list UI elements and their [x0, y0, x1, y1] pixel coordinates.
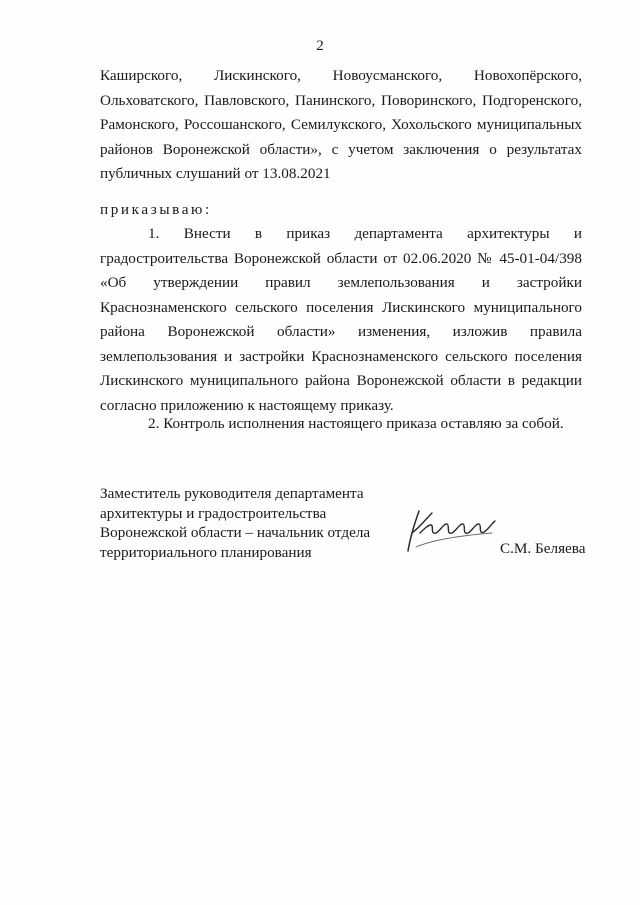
signer-position: [100, 484, 400, 562]
order-item-line: Краснознаменского сельского поселения Лискинского муниципального: [100, 298, 582, 316]
intro-line: публичных слушаний от 13.08.2021: [100, 165, 331, 182]
order-item-line: 2. Контроль исполнения настоящего приказа оставляю за собой.: [148, 415, 564, 432]
signer-name: С.М. Беляева: [500, 540, 586, 557]
intro-line: районов Воронежской области», с учетом заключения о результатах: [100, 140, 582, 158]
orders-word: [100, 198, 582, 223]
signer-position-line: Заместитель руководителя департамента: [100, 485, 364, 502]
order-item-line: района Воронежской области» изменения, изложив правила: [100, 323, 582, 340]
order-item-2: [100, 412, 582, 437]
signer-position-line: территориального планирования: [100, 543, 312, 561]
order-item-line: согласно приложению к настоящему приказу.: [100, 396, 394, 414]
order-item-line: градостроительства Воронежской области от 02.06.2020 № 45-01-04/398: [100, 249, 582, 267]
signer-position-line: Воронежской области – начальник отдела: [100, 524, 371, 541]
handwritten-signature: [400, 503, 500, 555]
orders-word-text: приказываю:: [100, 201, 212, 218]
page-number: 2: [316, 38, 324, 54]
order-item-line: 1. Внести в приказ департамента архитектуры и: [148, 225, 582, 242]
intro-line: Ольховатского, Павловского, Панинского, Поворинского, Подгоренского,: [100, 91, 582, 109]
order-item-line: Лискинского муниципального района Воронежской области в редакции: [100, 372, 582, 389]
signer-position-line: архитектуры и градостроительства: [100, 504, 327, 522]
intro-line: Рамонского, Россошанского, Семилукского, Хохольского муниципальных: [100, 116, 582, 133]
order-item-1: [100, 222, 582, 418]
intro-paragraph: [100, 64, 582, 187]
intro-line: Каширского, Лискинского, Новоусманского, Новохопёрского,: [100, 67, 582, 84]
order-item-line: землепользования и застройки Краснознаменского сельского поселения: [100, 347, 582, 365]
order-item-line: «Об утверждении правил землепользования и застройки: [100, 274, 582, 291]
